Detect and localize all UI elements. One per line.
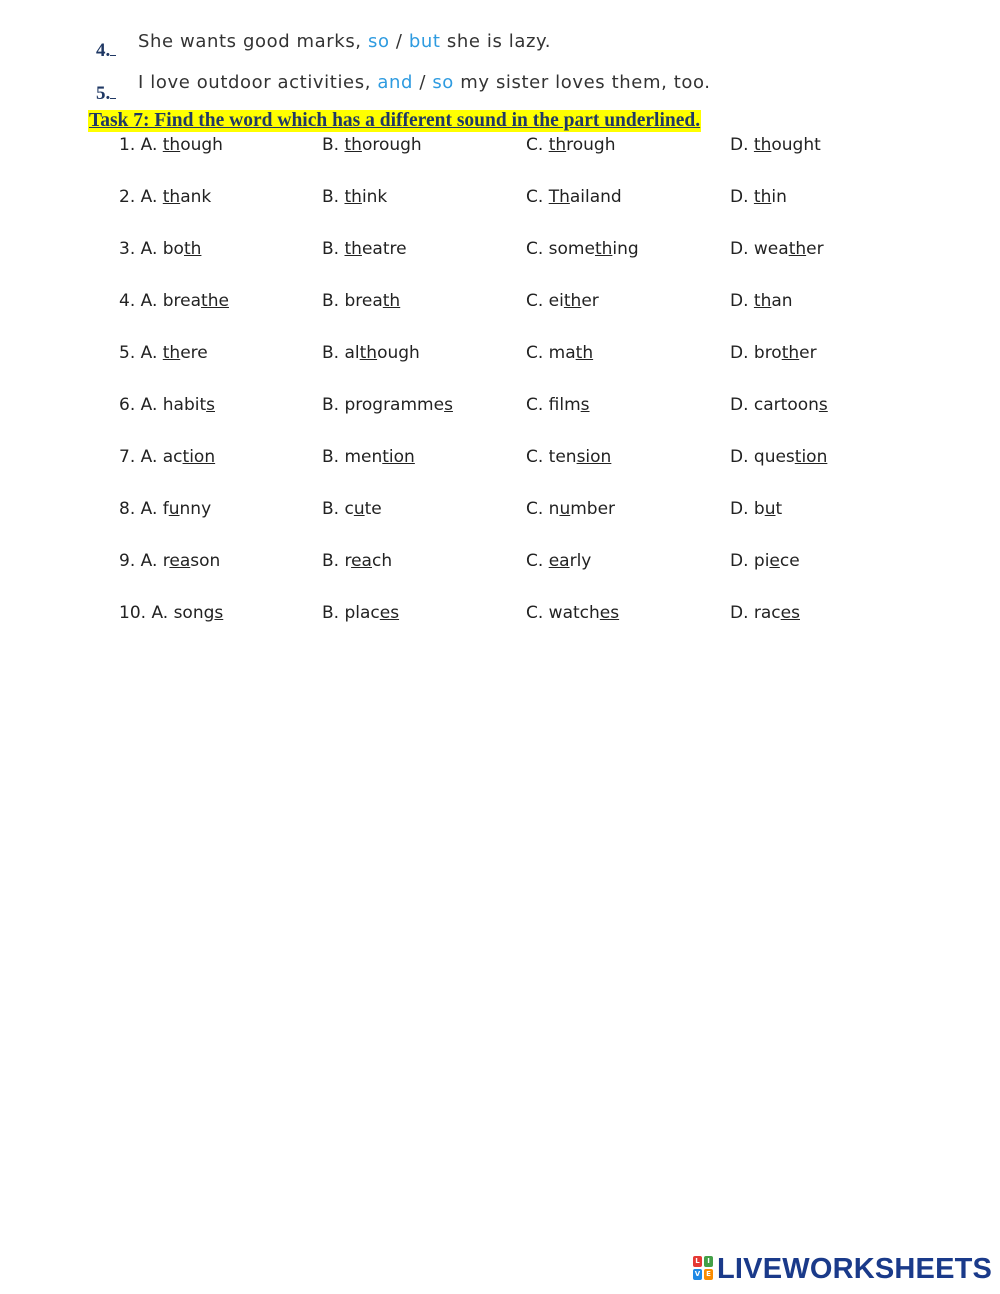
underlined-part: ea xyxy=(169,551,191,571)
option-so[interactable]: so xyxy=(432,72,454,93)
answer-option[interactable] xyxy=(730,187,787,207)
answer-option[interactable] xyxy=(526,447,611,467)
question-row xyxy=(0,447,1000,473)
underlined-part: e xyxy=(769,551,780,571)
option-prefix: C. xyxy=(526,551,549,571)
option-prefix: D. b xyxy=(730,499,765,519)
logo-text: LIVEWORKSHEETS xyxy=(717,1252,993,1285)
option-suffix: eatre xyxy=(361,239,407,259)
option-suffix: orough xyxy=(361,135,422,155)
option-but[interactable]: but xyxy=(408,31,441,52)
underlined-part: es xyxy=(379,603,400,623)
answer-option[interactable] xyxy=(119,239,201,259)
underlined-part: es xyxy=(599,603,620,623)
option-so[interactable]: so xyxy=(367,31,390,52)
question-row xyxy=(0,343,1000,369)
underlined-part: s xyxy=(206,395,215,415)
answer-option[interactable] xyxy=(119,447,215,467)
option-prefix: C. n xyxy=(526,499,560,519)
answer-option[interactable] xyxy=(730,447,827,467)
underlined-part: th xyxy=(563,291,582,311)
option-suffix: son xyxy=(190,551,221,571)
answer-option[interactable] xyxy=(322,187,387,207)
question-row xyxy=(0,291,1000,317)
underlined-part: th xyxy=(781,343,800,363)
option-prefix: 5. A. xyxy=(119,343,163,363)
liveworksheets-logo xyxy=(693,1253,992,1285)
option-suffix: ere xyxy=(180,343,208,363)
option-prefix: B. c xyxy=(322,499,354,519)
option-prefix: 1. A. xyxy=(119,135,163,155)
underlined-part: tion xyxy=(794,447,828,467)
underlined-part: th xyxy=(162,187,181,207)
underlined-part: s xyxy=(818,395,828,415)
underlined-part: s xyxy=(580,395,590,415)
option-suffix: ought xyxy=(771,135,821,155)
answer-option[interactable] xyxy=(730,343,817,363)
option-suffix: ink xyxy=(361,187,388,207)
option-prefix: C. ten xyxy=(526,447,577,467)
answer-option[interactable] xyxy=(119,135,223,155)
underlined-part: s xyxy=(214,603,224,623)
underlined-part: tion xyxy=(182,447,216,467)
option-suffix: rough xyxy=(566,135,616,155)
option-prefix: 2. A. xyxy=(119,187,163,207)
answer-option[interactable] xyxy=(322,499,382,519)
option-prefix: 4. A. brea xyxy=(119,291,202,311)
option-prefix: D. xyxy=(730,135,754,155)
answer-option[interactable] xyxy=(322,239,407,259)
underlined-part: tion xyxy=(382,447,415,467)
option-prefix: B. plac xyxy=(322,603,380,623)
underlined-part: ea xyxy=(548,551,570,571)
option-suffix: an xyxy=(771,291,793,311)
option-suffix: te xyxy=(364,499,382,519)
option-suffix: ough xyxy=(180,135,223,155)
underlined-part: th xyxy=(344,187,362,207)
underlined-part: th xyxy=(548,135,567,155)
option-prefix: B. xyxy=(322,239,345,259)
option-prefix: B. men xyxy=(322,447,383,467)
option-prefix: B. xyxy=(322,187,345,207)
option-prefix: D. ques xyxy=(730,447,795,467)
answer-option[interactable] xyxy=(526,291,599,311)
answer-option[interactable] xyxy=(322,291,400,311)
option-suffix: rly xyxy=(569,551,592,571)
underlined-part: es xyxy=(780,603,800,623)
option-suffix: er xyxy=(581,291,599,311)
answer-option[interactable] xyxy=(322,603,399,623)
underlined-part: th xyxy=(788,239,807,259)
underlined-part: the xyxy=(201,291,229,311)
underlined-part: u xyxy=(353,499,365,519)
answer-option[interactable] xyxy=(119,395,215,415)
option-suffix: ce xyxy=(779,551,800,571)
answer-option[interactable] xyxy=(526,395,590,415)
option-suffix: t xyxy=(775,499,783,519)
underlined-part: u xyxy=(168,499,180,519)
underlined-part: th xyxy=(344,135,362,155)
option-prefix: D. wea xyxy=(730,239,789,259)
option-prefix: C. film xyxy=(526,395,581,415)
option-prefix: B. xyxy=(322,135,345,155)
option-prefix: D. xyxy=(730,291,754,311)
underlined-part: sion xyxy=(576,447,612,467)
option-prefix: C. xyxy=(526,135,549,155)
answer-option[interactable] xyxy=(730,499,782,519)
option-prefix: B. r xyxy=(322,551,352,571)
option-prefix: B. al xyxy=(322,343,360,363)
underlined-part: th xyxy=(382,291,401,311)
answer-option[interactable] xyxy=(322,343,420,363)
option-prefix: D. xyxy=(730,187,754,207)
option-suffix: ing xyxy=(612,239,639,259)
option-suffix: ch xyxy=(371,551,393,571)
option-suffix: ough xyxy=(377,343,420,363)
answer-option[interactable] xyxy=(119,187,211,207)
option-suffix: ailand xyxy=(569,187,622,207)
question-row xyxy=(0,551,1000,577)
answer-option[interactable] xyxy=(730,239,824,259)
option-prefix: 6. A. habit xyxy=(119,395,207,415)
option-suffix: nny xyxy=(179,499,212,519)
option-suffix: in xyxy=(771,187,787,207)
option-prefix: D. cartoon xyxy=(730,395,819,415)
answer-option[interactable] xyxy=(730,291,793,311)
underlined-part: th xyxy=(359,343,378,363)
question-row xyxy=(0,603,1000,629)
option-prefix: 3. A. bo xyxy=(119,239,184,259)
answer-option[interactable] xyxy=(322,447,415,467)
answer-option[interactable] xyxy=(119,291,229,311)
answer-option[interactable] xyxy=(322,395,453,415)
answer-option[interactable] xyxy=(526,499,615,519)
underlined-part: th xyxy=(753,291,772,311)
option-prefix: C. ei xyxy=(526,291,564,311)
answer-option[interactable] xyxy=(526,239,639,259)
option-prefix: 9. A. r xyxy=(119,551,170,571)
option-suffix: er xyxy=(806,239,824,259)
answer-option[interactable] xyxy=(526,135,616,155)
option-prefix: C. watch xyxy=(526,603,600,623)
underlined-part: th xyxy=(753,187,772,207)
question-sentence: She wants good marks, so / but she is lazy. xyxy=(138,31,552,52)
question-sentence: I love outdoor activities, and / so my sister loves them, too. xyxy=(138,72,711,93)
option-suffix: er xyxy=(799,343,817,363)
answer-option[interactable] xyxy=(119,603,223,623)
task-7-title: Task 7: Find the word which has a different sound in the part underlined. xyxy=(89,110,701,131)
question-row xyxy=(0,499,1000,525)
underlined-part: th xyxy=(162,135,181,155)
logo-icon: L I V E xyxy=(693,1256,715,1282)
option-suffix: ank xyxy=(180,187,212,207)
question-row xyxy=(0,135,1000,161)
answer-option[interactable] xyxy=(526,343,593,363)
answer-option[interactable] xyxy=(322,135,422,155)
question-number: 5. xyxy=(96,83,116,105)
option-prefix: 7. A. ac xyxy=(119,447,183,467)
underlined-part: u xyxy=(764,499,776,519)
underlined-part: ea xyxy=(351,551,372,571)
answer-option[interactable] xyxy=(119,551,220,571)
underlined-part: u xyxy=(559,499,571,519)
option-prefix: D. pi xyxy=(730,551,770,571)
option-and[interactable]: and xyxy=(377,72,414,93)
option-prefix: 8. A. f xyxy=(119,499,169,519)
answer-option[interactable] xyxy=(119,499,211,519)
option-prefix: C. xyxy=(526,187,549,207)
answer-option[interactable] xyxy=(730,603,800,623)
option-prefix: B. brea xyxy=(322,291,383,311)
option-prefix: D. bro xyxy=(730,343,782,363)
answer-option[interactable] xyxy=(730,395,828,415)
answer-option[interactable] xyxy=(730,551,800,571)
option-prefix: 10. A. song xyxy=(119,603,215,623)
answer-option[interactable] xyxy=(526,551,591,571)
option-prefix: B. programme xyxy=(322,395,445,415)
answer-option[interactable] xyxy=(526,603,619,623)
underlined-part: s xyxy=(444,395,453,415)
underlined-part: th xyxy=(575,343,594,363)
answer-option[interactable] xyxy=(119,343,208,363)
answer-option[interactable] xyxy=(322,551,392,571)
answer-option[interactable] xyxy=(526,187,622,207)
underlined-part: th xyxy=(753,135,772,155)
underlined-part: th xyxy=(594,239,613,259)
question-row xyxy=(0,239,1000,265)
question-row xyxy=(0,395,1000,421)
question-number: 4. xyxy=(96,40,116,62)
underlined-part: th xyxy=(162,343,181,363)
option-suffix: mber xyxy=(570,499,616,519)
option-prefix: C. ma xyxy=(526,343,576,363)
underlined-part: th xyxy=(344,239,362,259)
underlined-part: Th xyxy=(548,187,570,207)
option-prefix: D. rac xyxy=(730,603,781,623)
option-prefix: C. some xyxy=(526,239,595,259)
underlined-part: th xyxy=(183,239,202,259)
question-row xyxy=(0,187,1000,213)
answer-option[interactable] xyxy=(730,135,821,155)
